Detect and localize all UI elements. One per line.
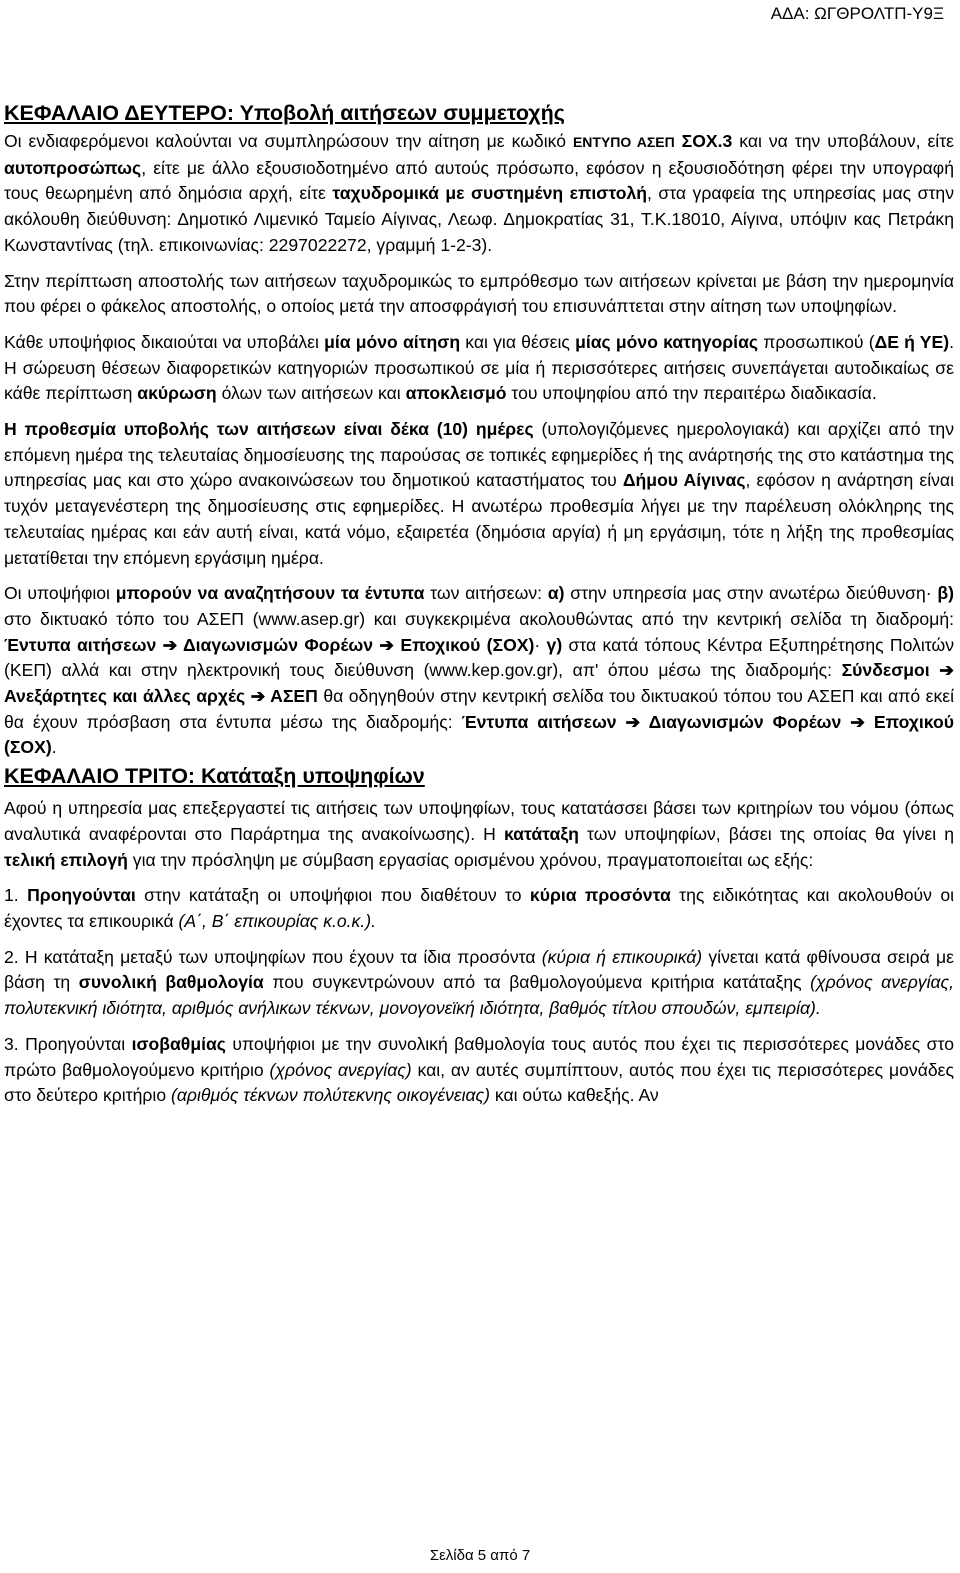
paragraph-postal: Στην περίπτωση αποστολής των αιτήσεων ταχυδρομικώς το εμπρόθεσμο των αιτήσεων κρίνεται με βάση την ημερομηνία που φέρει ο φάκελος αποστολής, ο οποίος μετά την αποσφράγισή του επισυνάπτεται στην αίτηση των υποψηφίων. (4, 270, 954, 317)
ranking-item-1: 1. Προηγούνται στην κατάταξη οι υποψήφιοι που διαθέτουν το κύρια προσόντα της ειδικότητας και ακολουθούν οι έχοντες τα επικουρικά (Α΄, Β΄ επικουρίας κ.ο.κ.). (4, 885, 955, 931)
form-code: ΕΝΤΥΠΟ ΑΣΕΠ (572, 134, 675, 150)
paragraph-forms: Οι υποψήφιοι μπορούν να αναζητήσουν τα έντυπα των αιτήσεων: α) στην υπηρεσία μας στην ανωτέρω διεύθυνση· β) στο δικτυακό τόπο του ΑΣΕΠ (www.asep.gr) και συγκεκριμένα ακολουθώντας από την κεντρική σελίδα τη διαδρομή: Έντυπα αιτήσεων ➔ Διαγωνισμών Φορέων ➔ Εποχικού (ΣΟΧ)· γ) στα κατά τόπους Κέντρα Εξυπηρέτησης Πολιτών (ΚΕΠ) αλλά και στην ηλεκτρονική τους διεύθυνση (www.kep.gov.gr), απ' όπου μέσω της διαδρομής: Σύνδεσμοι ➔ Ανεξάρτητες και άλλες αρχές ➔ ΑΣΕΠ θα οδηγηθούν στην κεντρική σελίδα του δικτυακού τόπου του ΑΣΕΠ και από εκεί θα έχουν πρόσβαση στα έντυπα μέσω της διαδρομής: Έντυπα αιτήσεων ➔ Διαγωνισμών Φορέων ➔ Εποχικού (ΣΟΧ). (4, 583, 955, 758)
paragraph-ranking-intro: Αφού η υπηρεσία μας επεξεργαστεί τις αιτήσεις των υποψηφίων, τους κατατάσσει βάσει των κριτηρίων του νόμου (όπως αναλυτικά αναφέρονται στο Παράρτημα της ανακοίνωσης). Η κατάταξη των υποψηφίων, βάσει της οποίας θα γίνει η τελική επιλογή για την πρόσληψη με σύμβαση εργασίας ορισμένου χρόνου, πραγματοποιείται ως εξής: (4, 798, 954, 870)
paragraph-submission: Οι ενδιαφερόμενοι καλούνται να συμπληρώσουν την αίτηση με κωδικό ΕΝΤΥΠΟ ΑΣΕΠ ΣΟΧ.3 και να την υποβάλουν, είτε αυτοπροσώπως, είτε με άλλο εξουσιοδοτημένο από αυτούς πρόσωπο, εφόσον η εξουσιοδότηση φέρει την υπογραφή τους θεωρημένη από δημόσια αρχή, είτε ταχυδρομικά με συστημένη επιστολή, στα γραφεία της υπηρεσίας μας στην ακόλουθη διεύθυνση: Δημοτικό Λιμενικό Ταμείο Αίγινας, Λεωφ. Δημοκρατίας 31, Τ.Κ.18010, Αίγινα, υπόψιν κας Πετράκη Κωνσταντίνας (τηλ. επικοινωνίας: 2297022272, γραμμή 1-2-3). (4, 131, 955, 255)
ranking-item-3: 3. Προηγούνται ισοβαθμίας υποψήφιοι με την συνολική βαθμολογία τους αυτός που έχει τις περισσότερες μονάδες στο πρώτο βαθμολογούμενο κριτήριο (χρόνος ανεργίας) και, αν αυτές συμπίπτουν, αυτός που έχει τις περισσότερες μονάδες στο δεύτερο κριτήριο (αριθμός τέκνων πολύτεκνης οικογένειας) και ούτω καθεξής. Αν (4, 1033, 955, 1106)
ranking-item-2: 2. Η κατάταξη μεταξύ των υποψηφίων που έχουν τα ίδια προσόντα (κύρια ή επικουρικά) γίνεται κατά φθίνουσα σειρά με βάση τη συνολική βαθμολογία που συγκεντρώνουν από τα βαθμολογούμενα κριτήρια κατάταξης (χρόνος ανεργίας, πολυτεκνική ιδιότητα, αριθμός ανήλικων τέκνων, μονογονεϊκή ιδιότητα, βαθμός τίτλου σπουδών, εμπειρία). (4, 946, 954, 1019)
chapter-three-title: ΚΕΦΑΛΑΙΟ ΤΡΙΤΟ: Κατάταξη υποψηφίων (4, 764, 425, 789)
document-reference: ΑΔΑ: ΩΓΘΡΟΛΤΠ-Υ9Ξ (770, 4, 944, 23)
paragraph-deadline: Η προθεσμία υποβολής των αιτήσεων είναι δέκα (10) ημέρες (υπολογιζόμενες ημερολογιακά) και αρχίζει από την επόμενη ημέρα της τελευταίας δημοσίευσης της παρούσας σε τοπικές εφημερίδες ή της ανάρτησής της στο κατάστημα της υπηρεσίας μας και στο χώρο ανακοινώσεων του δημοτικού καταστήματος του Δήμου Αίγινας, εφόσον η ανάρτηση είναι τυχόν μεταγενέστερη της δημοσίευσης στις εφημερίδες. Η ανωτέρω προθεσμία λήγει με την παρέλευση ολόκληρης της τελευταίας ημέρας και εάν αυτή είναι, κατά νόμο, εξαιρετέα (δημόσια αργία) ή μη εργάσιμη, τότε η λήξη της προθεσμίας μετατίθεται την επόμενη εργάσιμη ημέρα. (4, 419, 954, 568)
paragraph-single-application: Κάθε υποψήφιος δικαιούται να υποβάλει μία μόνο αίτηση και για θέσεις μίας μόνο κατηγορίας προσωπικού (ΔΕ ή ΥΕ). Η σώρευση θέσεων διαφορετικών κατηγοριών προσωπικού σε μία ή περισσότερες αιτήσεις συνεπάγεται αυτοδικαίως σε κάθε περίπτωση ακύρωση όλων των αιτήσεων και αποκλεισμό του υποψηφίου από την περαιτέρω διαδικασία. (4, 331, 954, 404)
page-number: Σελίδα 5 από 7 (429, 1547, 531, 1564)
chapter-two-title: ΚΕΦΑΛΑΙΟ ΔΕΥΤΕΡΟ: Υποβολή αιτήσεων συμμετοχής (4, 101, 565, 125)
document-body (4, 98, 954, 1109)
